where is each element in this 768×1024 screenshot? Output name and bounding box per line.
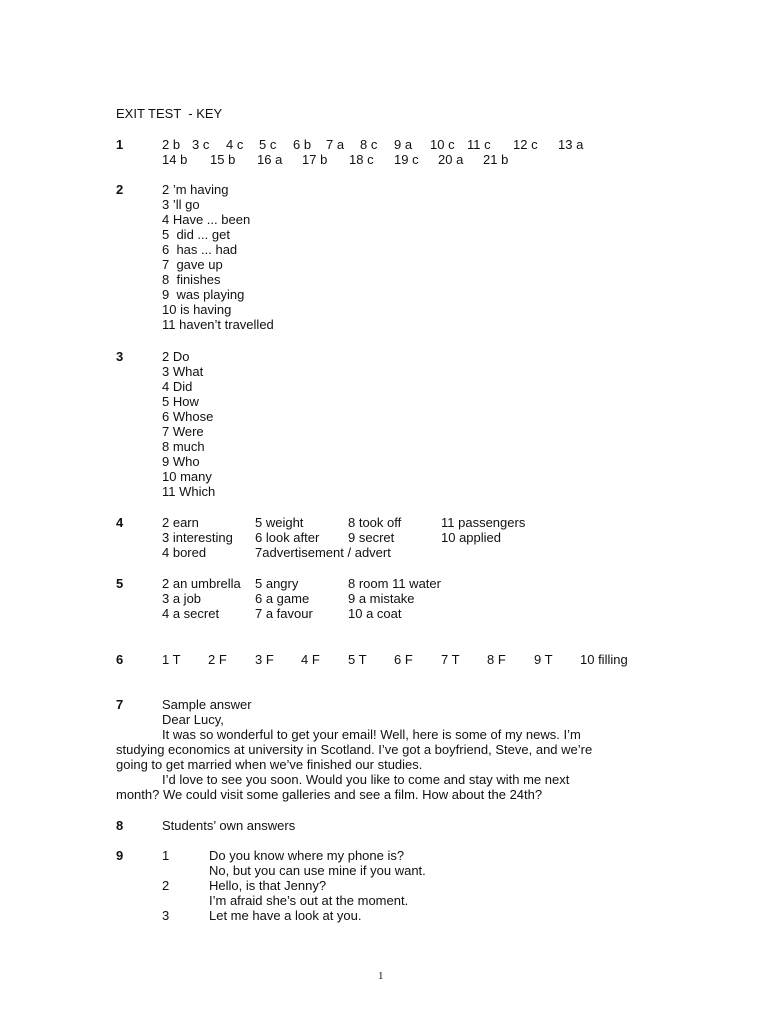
answer-item: 3 F <box>255 652 274 667</box>
answer-item: 7advertisement / advert <box>255 545 391 560</box>
answer-item: 4 a secret <box>162 606 220 621</box>
answer-row <box>162 137 662 152</box>
letter-body <box>116 727 636 802</box>
answer-line: 2 Do <box>162 349 190 364</box>
answer-row <box>162 576 662 591</box>
section-number: 6 <box>116 652 124 667</box>
section-body <box>162 652 662 667</box>
answer-item: 18 c <box>349 152 374 167</box>
answer-item: 11 c <box>467 137 491 152</box>
section-number: 9 <box>116 848 124 863</box>
answer-item: 6 look after <box>255 530 320 545</box>
answer-row <box>162 545 662 560</box>
answer-line: 10 many <box>162 469 212 484</box>
dialogue-row <box>162 878 662 893</box>
answer-item: 5 weight <box>255 515 304 530</box>
answer-line: 5 How <box>162 394 199 409</box>
section-number: 5 <box>116 576 124 591</box>
answer-line: 3 What <box>162 364 204 379</box>
answer-item: 7 T <box>441 652 460 667</box>
section-number: 7 <box>116 697 124 712</box>
dialogue-row <box>162 908 662 923</box>
answer-line: 5 did ... get <box>162 227 230 242</box>
answer-item: 21 b <box>483 152 509 167</box>
answer-item: 4 F <box>301 652 320 667</box>
answer-row <box>162 652 662 667</box>
page-title: EXIT TEST - KEY <box>116 106 223 121</box>
section-number: 4 <box>116 515 124 530</box>
answer-item: 2 b <box>162 137 181 152</box>
section-8 <box>116 818 656 834</box>
answer-item: 8 took off <box>348 515 402 530</box>
dialogue-number: 1 <box>162 848 170 863</box>
answer-item: 8 c <box>360 137 378 152</box>
answer-item: 6 b <box>293 137 312 152</box>
dialogue-line: I’m afraid she’s out at the moment. <box>209 893 409 908</box>
answer-item: 19 c <box>394 152 419 167</box>
answer-item: 3 a job <box>162 591 202 606</box>
section-number: 3 <box>116 349 124 364</box>
answer-line: 9 was playing <box>162 287 245 302</box>
section-body <box>162 515 662 560</box>
dialogue-row <box>162 863 662 878</box>
dialogue-row <box>162 848 662 863</box>
answer-row <box>162 530 662 545</box>
section-1 <box>116 137 656 169</box>
answer-line: 8 finishes <box>162 272 221 287</box>
letter-line: going to get married when we’ve finished our studies. <box>116 757 423 772</box>
answer-item: 3 interesting <box>162 530 233 545</box>
section-body <box>162 576 662 621</box>
letter-line: I’d love to see you soon. Would you like to come and stay with me next <box>162 772 570 787</box>
answer-item: 8 F <box>487 652 506 667</box>
answer-item: 13 a <box>558 137 584 152</box>
answer-line: 4 Did <box>162 379 193 394</box>
answer-item: 4 c <box>226 137 244 152</box>
section-body <box>162 349 662 499</box>
answer-item: 15 b <box>210 152 236 167</box>
section-number: 8 <box>116 818 124 833</box>
dialogue-line: Let me have a look at you. <box>209 908 362 923</box>
answer-item: 7 a <box>326 137 345 152</box>
answer-line: 10 is having <box>162 302 232 317</box>
answer-item: 10 applied <box>441 530 501 545</box>
answer-item: 14 b <box>162 152 188 167</box>
answer-item: 6 a game <box>255 591 310 606</box>
answer-item: 5 c <box>259 137 277 152</box>
section-9 <box>116 848 656 928</box>
answer-item: 20 a <box>438 152 464 167</box>
answer-row <box>162 152 662 167</box>
page-number: 1 <box>378 970 384 982</box>
dialogue-line: Do you know where my phone is? <box>209 848 405 863</box>
section-3 <box>116 349 656 501</box>
answer-line: 3 ’ll go <box>162 197 200 212</box>
letter-line: It was so wonderful to get your email! Well, here is some of my news. I’m <box>162 727 581 742</box>
section-body <box>162 818 662 833</box>
section-body <box>162 137 662 167</box>
letter-line: studying economics at university in Scotland. I’ve got a boyfriend, Steve, and we’re <box>116 742 593 757</box>
answer-item: 9 secret <box>348 530 395 545</box>
answer-item: 16 a <box>257 152 283 167</box>
answer-row <box>162 515 662 530</box>
dialogue-line: No, but you can use mine if you want. <box>209 863 426 878</box>
answer-item: 10 filling <box>580 652 628 667</box>
answer-line: 6 Whose <box>162 409 214 424</box>
section-body <box>162 848 662 923</box>
answer-item: 12 c <box>513 137 538 152</box>
dialogue-row <box>162 893 662 908</box>
dialogue-number: 3 <box>162 908 170 923</box>
answer-line: 7 Were <box>162 424 204 439</box>
section-body <box>162 182 662 332</box>
answer-line: 11 haven’t travelled <box>162 317 274 332</box>
answer-line: 6 has ... had <box>162 242 238 257</box>
answer-item: 11 passengers <box>441 515 526 530</box>
answer-line: 9 Who <box>162 454 200 469</box>
section-6 <box>116 652 656 668</box>
answer-item: 17 b <box>302 152 328 167</box>
answer-item: 10 a coat <box>348 606 402 621</box>
section-body <box>162 697 662 727</box>
answer-item: 5 angry <box>255 576 299 591</box>
section-2 <box>116 182 656 334</box>
answer-item: 5 T <box>348 652 367 667</box>
answer-line: 8 much <box>162 439 205 454</box>
answer-item: 4 bored <box>162 545 207 560</box>
section-4 <box>116 515 656 561</box>
answer-item: 9 T <box>534 652 553 667</box>
answer-item: 10 c <box>430 137 455 152</box>
answer-row <box>162 591 662 606</box>
answer-line: 2 ’m having <box>162 182 229 197</box>
answer-line: 11 Which <box>162 484 216 499</box>
letter-greeting: Dear Lucy, <box>162 712 224 727</box>
letter-line: month? We could visit some galleries and see a film. How about the 24th? <box>116 787 543 802</box>
section-number: 1 <box>116 137 124 152</box>
answer-item: 2 F <box>208 652 227 667</box>
answer-item: 2 earn <box>162 515 199 530</box>
answer-line: 4 Have ... been <box>162 212 251 227</box>
section-5 <box>116 576 656 622</box>
answer-item: 7 a favour <box>255 606 313 621</box>
answer-item: 1 T <box>162 652 181 667</box>
answer-item: 3 c <box>192 137 210 152</box>
section-7 <box>116 697 656 805</box>
answer-item: 6 F <box>394 652 413 667</box>
dialogue-number: 2 <box>162 878 170 893</box>
answer-item: 9 a <box>394 137 413 152</box>
dialogue-line: Hello, is that Jenny? <box>209 878 327 893</box>
answer-item: 9 a mistake <box>348 591 415 606</box>
answer-line: 7 gave up <box>162 257 223 272</box>
answer-item: 8 room 11 water <box>348 576 441 591</box>
section-number: 2 <box>116 182 124 197</box>
sample-answer-label: Sample answer <box>162 697 252 712</box>
answer-item: 2 an umbrella <box>162 576 241 591</box>
answer-row <box>162 606 662 621</box>
answer-line: Students’ own answers <box>162 818 296 833</box>
